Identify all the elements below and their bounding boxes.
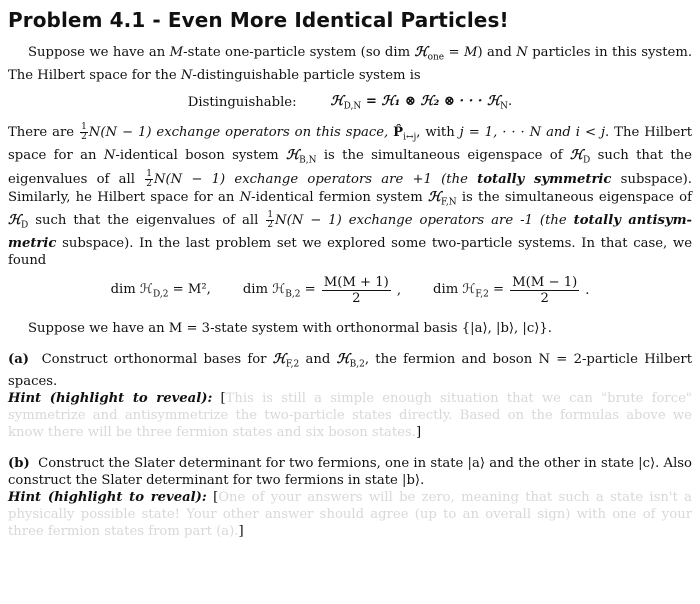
problem-title: Problem 4.1 - Even More Identical Particles! <box>8 8 509 32</box>
dimension-equations <box>8 275 692 306</box>
dim-boson: dim ℋ$_{B,2}$ = $\frac{M(M + 1)}{2}$ , <box>242 274 402 306</box>
hint-label: Hint (highlight to reveal): <box>8 490 207 506</box>
distinguishable-equation: Distinguishable: ℋ$_{D,N}$ = ℋ₁ ⊗ ℋ₂ ⊗ · · · ℋ$_N$. <box>187 93 513 112</box>
basis-paragraph: Suppose we have an M = 3-state system with orthonormal basis {|a⟩, |b⟩, |c⟩}. <box>28 320 552 336</box>
dim-fermion: dim ℋ$_{F,2}$ = $\frac{M(M - 1)}{2}$ . <box>433 274 590 306</box>
part-b: (b) Construct the Slater determinant for two fermions, one in state |a⟩ and the other in state |c⟩. Also construct the Slater determinant for two fermions in state |b⟩. Hint (highlight to reveal): [One of your answers will be zero, meaning that such a state isn't a physically possible state! Your other answer should agree (up to an overall sign) with one of your three fermion states from part (a).] <box>8 456 692 540</box>
part-a-hint[interactable]: Hint (highlight to reveal): [This is still a simple enough situation that we can "brute force" symmetrize and antisymmetrize the two-particle states directly. Based on the formulas above we know there will be three fermion states and six boson states.] <box>8 391 692 441</box>
part-b-hint[interactable]: Hint (highlight to reveal): [One of your answers will be zero, meaning that such a state isn't a physically possible state! Your other answer should agree (up to an overall sign) with one of your three fermion states from part (a).] <box>8 490 692 540</box>
dim-distinguishable: dim ℋ$_{D,2}$ = M², <box>110 281 211 300</box>
distinguishable-label: Distinguishable: <box>187 94 297 110</box>
part-b-label: (b) <box>8 456 30 472</box>
part-a-label: (a) <box>8 351 30 367</box>
intro-paragraph: Suppose we have an M-state one-particle system (so dim ℋ$_{one}$ = M) and N particles in this system. The Hilbert space for the N-distinguishable particle system is <box>8 45 693 83</box>
hidden-hint-text[interactable]: This is still a simple enough situation that we can "brute force" symmetrize and antisymmetrize the two-particle states directly. Based on the formulas above we know there will be three fermion states and six boson states. <box>8 391 692 441</box>
exchange-paragraph: There are $\frac{1}{2}$ N(N − 1) exchange operators on this space, $P̂_{i\leftrightarrow j}$, with j = 1, · · · N and i < j. The Hilbert space for an N-identical boson system ℋ$_{B,N}$ is the simultaneous eigenspace of ℋ$_D$ such that the eigenvalues of all $\frac{1}{2}$ N(N − 1) exchange operators are +1 (the totally symmetric subspace). Similarly, he Hilbert space for an N-identical fermion system ℋ$_{F,N}$ is the simultaneous eigenspace of ℋ$_D$ such that the eigenvalues of all $\frac{1}{2}$ N(N − 1) exchange operators are -1 (the totally antisym-metric subspace). In the last problem set we explored some two-particle systems. In that case, we found <box>8 122 692 268</box>
part-a: (a) Construct orthonormal bases for ℋ$_{F,2}$ and ℋ$_{B,2}$, the fermion and boson N = 2-particle Hilbert spaces. Hint (highlight to reveal): [This is still a simple enough situation that we can "brute force" symmetrize and antisymmetrize the two-particle states directly. Based on the formulas above we know there will be three fermion states and six boson states.] <box>8 351 693 441</box>
hint-label: Hint (highlight to reveal): <box>8 391 213 407</box>
hidden-hint-text[interactable]: One of your answers will be zero, meaning that such a state isn't a physically possible state! Your other answer should agree (up to an overall sign) with one of your three fermion states from part (a). <box>8 490 692 540</box>
